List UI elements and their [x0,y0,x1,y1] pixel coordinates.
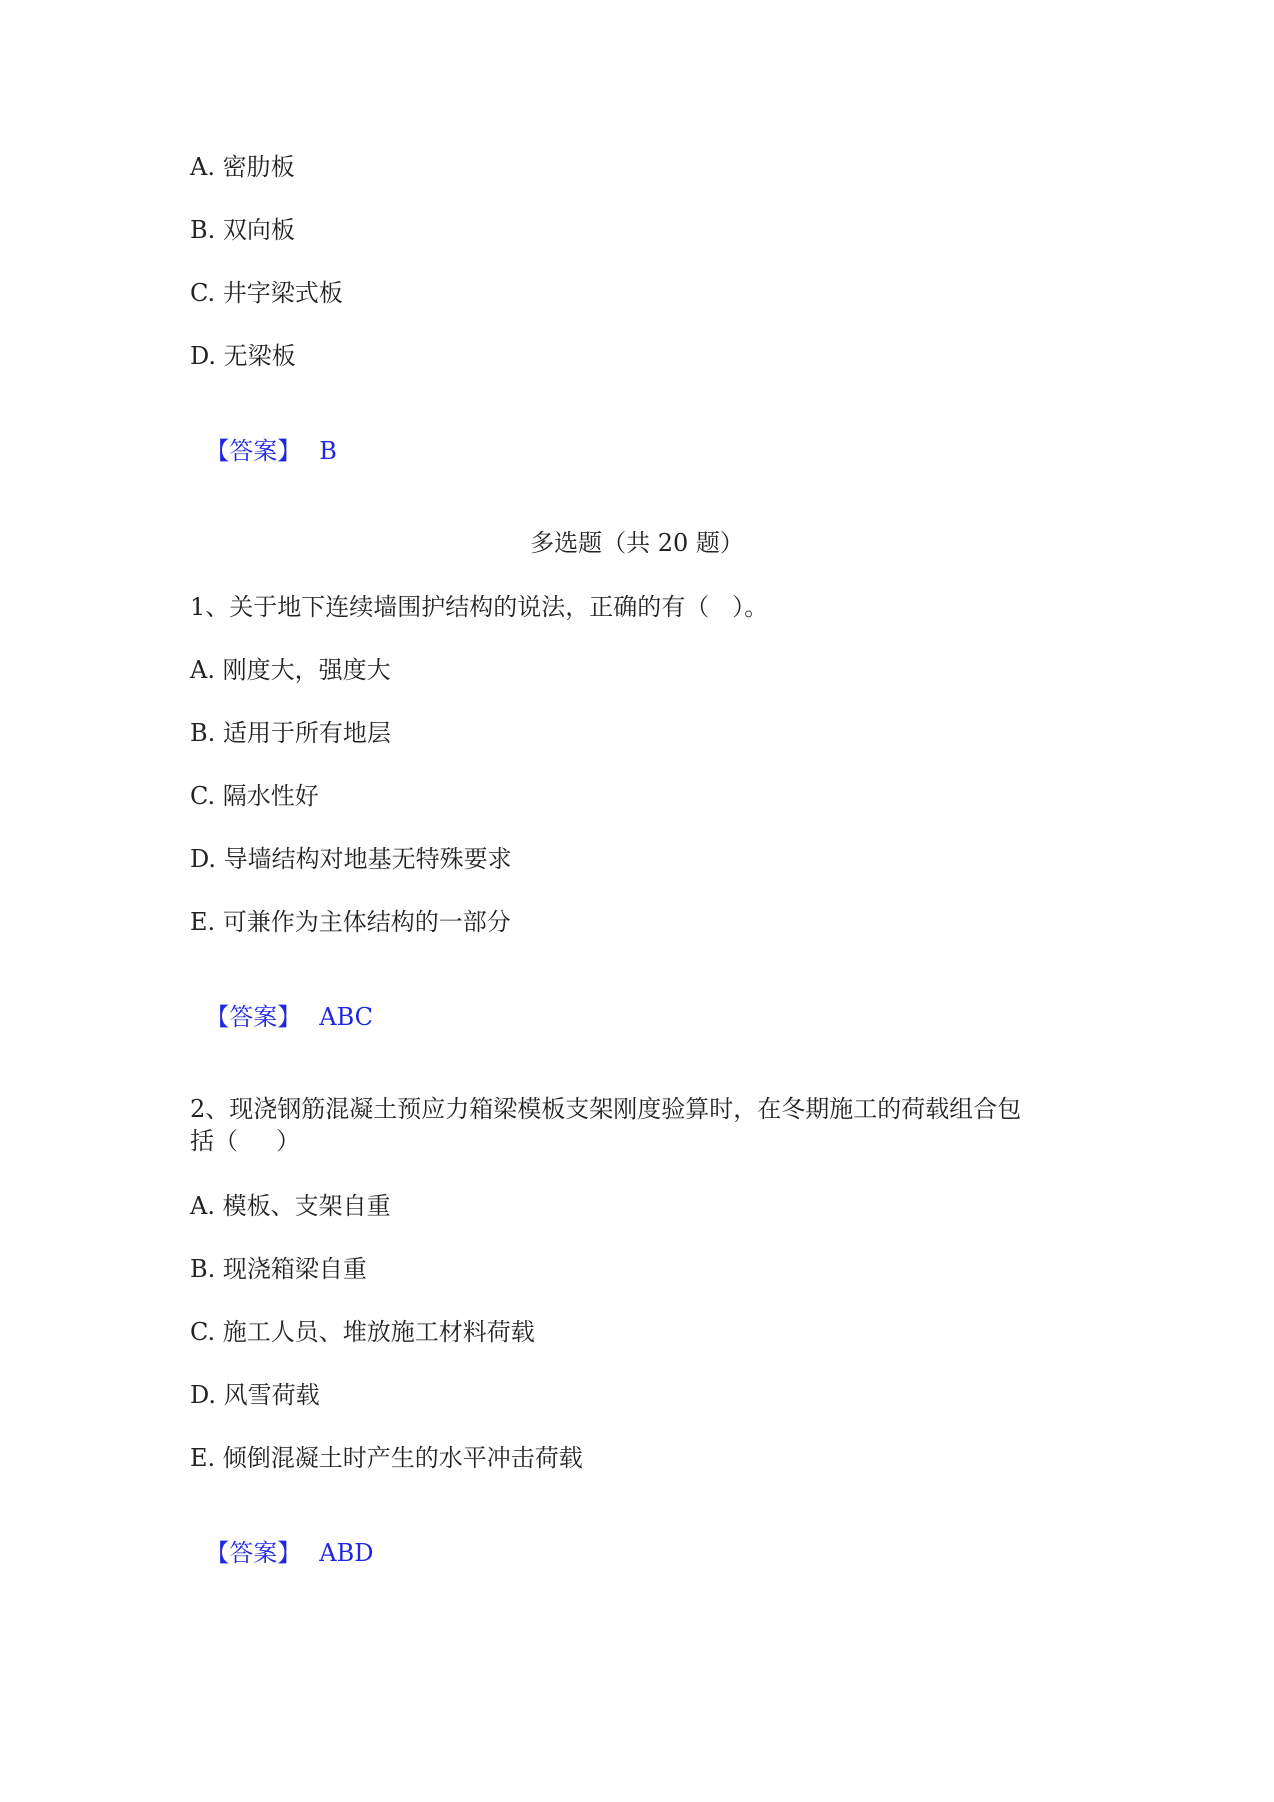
answer-tag: 【答案】 [205,1003,302,1031]
question-2-option-b: B. 现浇箱梁自重 [190,1255,367,1283]
question-1-option-c: C. 隔水性好 [190,782,319,810]
answer-value: B [319,437,337,465]
option-d: D. 无梁板 [190,342,296,370]
option-a: A. 密肋板 [190,153,295,181]
question-2-answer [190,1505,373,1569]
question-2-option-e: E. 倾倒混凝土时产生的水平冲击荷载 [190,1444,583,1472]
question-2-option-c: C. 施工人员、堆放施工材料荷载 [190,1318,535,1346]
section-title: 多选题（共 20 题） [530,529,744,557]
question-1-option-e: E. 可兼作为主体结构的一部分 [190,908,511,936]
question-1-text: 1、关于地下连续墙围护结构的说法，正确的有（ ）。 [190,593,769,621]
question-1-answer [190,969,373,1033]
question-2-option-a: A. 模板、支架自重 [190,1192,391,1220]
answer-line [190,403,337,467]
option-c: C. 井字梁式板 [190,279,343,307]
question-1-option-d: D. 导墙结构对地基无特殊要求 [190,845,512,873]
question-2-text-line-1: 2、现浇钢筋混凝土预应力箱梁模板支架刚度验算时，在冬期施工的荷载组合包 [190,1095,1022,1123]
answer-value: ABD [319,1539,374,1567]
question-1-option-b: B. 适用于所有地层 [190,719,391,747]
option-b: B. 双向板 [190,216,295,244]
answer-tag: 【答案】 [205,1539,302,1567]
question-1-option-a: A. 刚度大，强度大 [190,656,391,684]
question-2-option-d: D. 风雪荷载 [190,1381,320,1409]
answer-tag: 【答案】 [205,437,302,465]
question-2-text-line-2: 括（ ） [190,1127,301,1155]
answer-value: ABC [319,1003,374,1031]
